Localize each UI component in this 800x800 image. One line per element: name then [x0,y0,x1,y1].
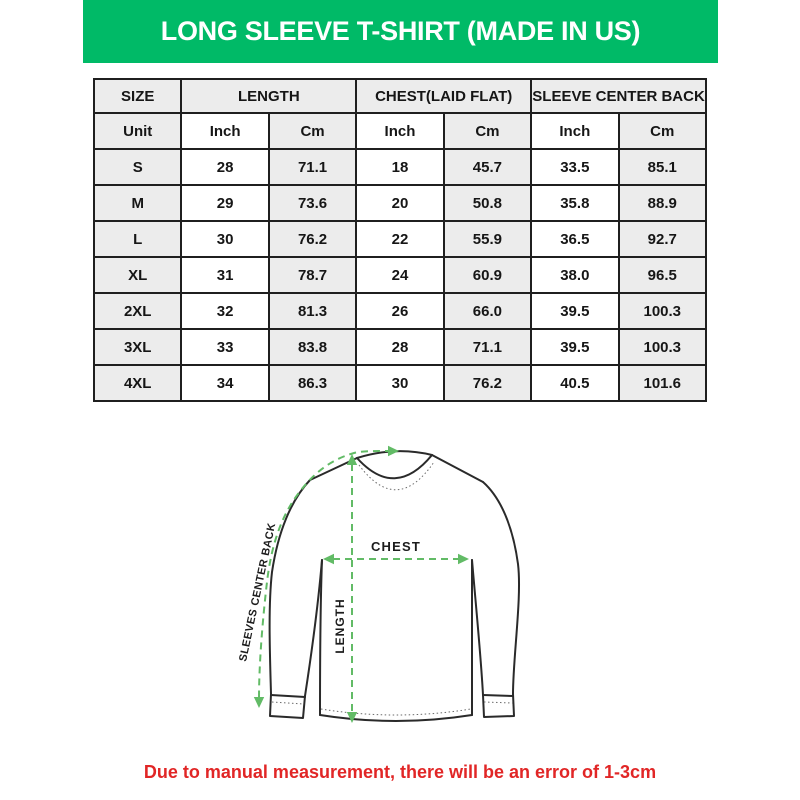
size-cell: XL [94,257,181,293]
value-cell: 35.8 [531,185,618,221]
table-row-3xl [94,329,706,365]
size-cell: 4XL [94,365,181,401]
title-banner [83,0,718,63]
unit-cell: Cm [619,113,706,149]
value-cell: 50.8 [444,185,531,221]
value-cell: 36.5 [531,221,618,257]
value-cell: 26 [356,293,443,329]
value-cell: 81.3 [269,293,356,329]
value-cell: 100.3 [619,329,706,365]
size-cell: 3XL [94,329,181,365]
measurement-error-note: Due to manual measurement, there will be an error of 1-3cm [143,762,657,782]
value-cell: 96.5 [619,257,706,293]
value-cell: 78.7 [269,257,356,293]
value-cell: 20 [356,185,443,221]
size-cell: M [94,185,181,221]
tshirt-measurement-diagram [225,432,580,762]
value-cell: 101.6 [619,365,706,401]
value-cell: 22 [356,221,443,257]
value-cell: 71.1 [444,329,531,365]
header-cell-length: LENGTH [181,79,356,113]
sleeve-center-back-label: SLEEVES CENTER BACK [237,521,279,663]
size-cell: L [94,221,181,257]
value-cell: 31 [181,257,268,293]
chest-label: CHEST [370,539,422,554]
sleeve-center-back-arrow [254,446,399,708]
value-cell: 76.2 [444,365,531,401]
header-cell-chest: CHEST(LAID FLAT) [356,79,531,113]
header-group-row [94,79,706,113]
length-arrow [347,454,357,723]
header-cell-size: SIZE [94,79,181,113]
value-cell: 34 [181,365,268,401]
value-cell: 28 [181,149,268,185]
table-row-2xl [94,293,706,329]
unit-cell: Inch [181,113,268,149]
value-cell: 30 [356,365,443,401]
value-cell: 29 [181,185,268,221]
length-label: LENGTH [333,598,347,654]
value-cell: 28 [356,329,443,365]
unit-cell: Inch [356,113,443,149]
unit-cell: Cm [269,113,356,149]
value-cell: 38.0 [531,257,618,293]
value-cell: 88.9 [619,185,706,221]
value-cell: 39.5 [531,329,618,365]
value-cell: 33.5 [531,149,618,185]
value-cell: 30 [181,221,268,257]
size-cell: 2XL [94,293,181,329]
value-cell: 100.3 [619,293,706,329]
header-cell-sleeve: SLEEVE CENTER BACK [531,79,706,113]
value-cell: 66.0 [444,293,531,329]
tshirt-outline-icon [270,451,519,721]
value-cell: 32 [181,293,268,329]
value-cell: 55.9 [444,221,531,257]
value-cell: 33 [181,329,268,365]
value-cell: 18 [356,149,443,185]
value-cell: 83.8 [269,329,356,365]
table-row-s [94,149,706,185]
value-cell: 76.2 [269,221,356,257]
unit-row [94,113,706,149]
table-row-xl [94,257,706,293]
table-row-m [94,185,706,221]
unit-cell: Inch [531,113,618,149]
size-chart-table [93,78,707,402]
value-cell: 40.5 [531,365,618,401]
page-title: LONG SLEEVE T-SHIRT (MADE IN US) [160,16,641,46]
value-cell: 92.7 [619,221,706,257]
value-cell: 85.1 [619,149,706,185]
table-row-l [94,221,706,257]
value-cell: 24 [356,257,443,293]
value-cell: 60.9 [444,257,531,293]
table-row-4xl [94,365,706,401]
value-cell: 73.6 [269,185,356,221]
unit-cell: Unit [94,113,181,149]
value-cell: 71.1 [269,149,356,185]
chest-arrow [323,554,469,564]
value-cell: 39.5 [531,293,618,329]
value-cell: 86.3 [269,365,356,401]
value-cell: 45.7 [444,149,531,185]
size-cell: S [94,149,181,185]
unit-cell: Cm [444,113,531,149]
